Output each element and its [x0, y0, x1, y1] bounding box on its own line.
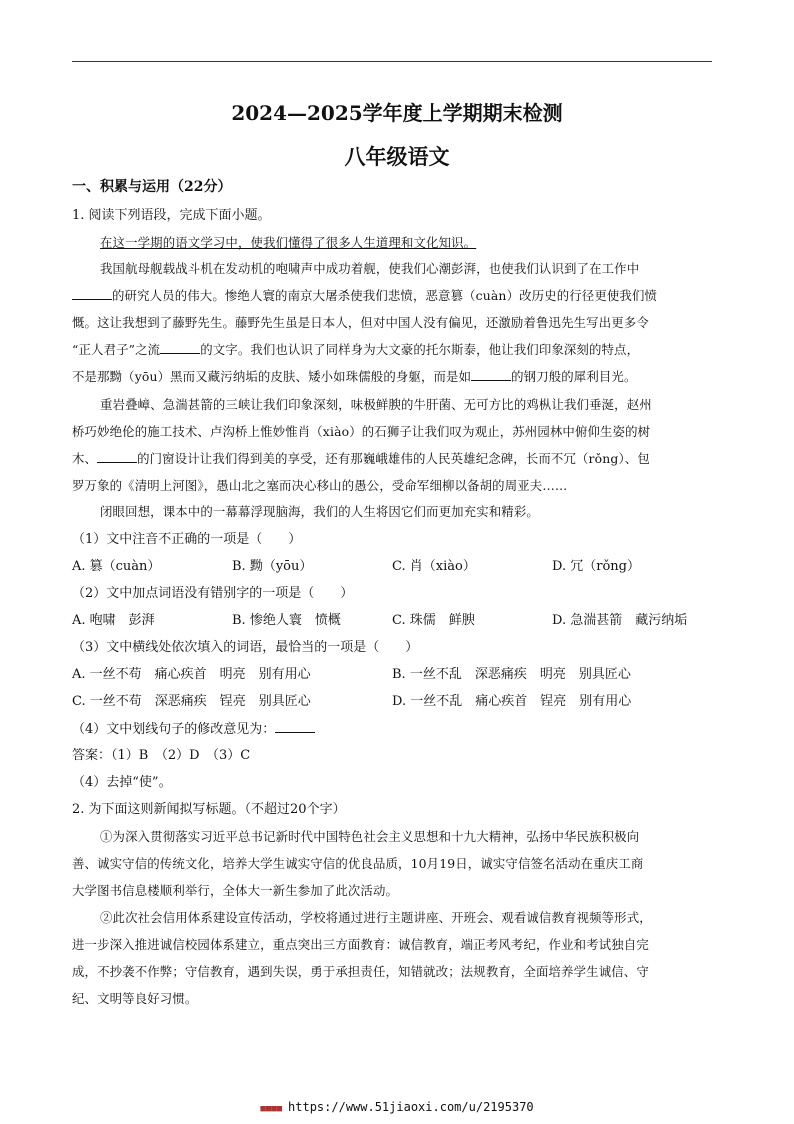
- option-d[interactable]: D. 急湍甚箭 藏污纳垢: [552, 613, 688, 628]
- sub-question-1: （1）文中注音不正确的一项是（ ）: [72, 532, 302, 547]
- news-line: 纪、文明等良好习惯。: [72, 991, 198, 1006]
- passage-line: 重岩叠嶂、急湍甚箭的三峡让我们印象深刻，味极鲜腴的牛肝菌、无可方比的鸡枞让我们垂涎，赵州: [100, 397, 652, 412]
- sub-question-3: （3）文中横线处依次填入的词语，最恰当的一项是（ ）: [72, 640, 419, 655]
- passage-line: 桥巧妙绝伦的施工技术、卢沟桥上惟妙惟肖（xiào）的石狮子让我们叹为观止，苏州园林中俯仰生姿的树: [72, 424, 651, 439]
- news-line: 善、诚实守信的传统文化，培养大学生诚实守信的优良品质，10月19日，诚实守信签名活动在重庆工商: [72, 856, 644, 871]
- option-b[interactable]: B. 一丝不乱 深恶痛疾 明亮 别具匠心: [392, 667, 631, 682]
- news-line: ①为深入贯彻落实习近平总书记新时代中国特色社会主义思想和十九大精神，弘扬中华民族积极向: [100, 829, 640, 844]
- option-a[interactable]: A. 一丝不苟 痛心疾首 明亮 别有用心: [72, 667, 311, 682]
- exam-subtitle: 八年级语文: [344, 144, 450, 169]
- question-1-stem: 1. 阅读下列语段，完成下面小题。: [72, 208, 271, 223]
- header-rule: [72, 61, 712, 62]
- option-b[interactable]: B. 黝（yōu）: [232, 559, 313, 574]
- fill-blank[interactable]: [97, 450, 137, 463]
- fill-blank[interactable]: [72, 287, 112, 300]
- section-heading: 一、积累与运用（22分）: [72, 179, 232, 195]
- page-footer: [0, 1100, 794, 1114]
- option-c[interactable]: C. 珠儒 鲜腴: [392, 613, 475, 628]
- news-line: 进一步深入推进诚信校园体系建立，重点突出三方面教育：诚信教育，端正考风考纪，作业和考试独自完: [72, 937, 649, 952]
- footer-url[interactable]: https://www.51jiaoxi.com/u/2195370: [288, 1100, 534, 1114]
- sub-question-4: （4）文中划线句子的修改意见为：: [72, 720, 315, 739]
- passage-line: 慨。这让我想到了藤野先生。藤野先生虽是日本人，但对中国人没有偏见，还激励着鲁迅先生写出更多令: [72, 315, 649, 330]
- option-c[interactable]: C. 肖（xiào）: [392, 559, 476, 574]
- answer-line: （4）去掉“使”。: [72, 775, 172, 790]
- sub-question-2: （2）文中加点词语没有错别字的一项是（ ）: [72, 586, 354, 601]
- footer-stamp: ■■■■: [260, 1104, 283, 1114]
- passage-line: 的研究人员的伟大。惨绝人寰的南京大屠杀使我们悲愤，恶意篡（cuàn）改历史的行径更使我们愤: [72, 287, 657, 305]
- fill-blank[interactable]: [275, 720, 315, 733]
- news-line: 大学图书信息楼顺利举行，全体大一新生参加了此次活动。: [72, 883, 399, 898]
- question-2-stem: 2. 为下面这则新闻拟写标题。（不超过20个字）: [72, 802, 346, 817]
- passage-line: “正人君子”之流 的文字。我们也认识了同样身为大文豪的托尔斯泰，他让我们印象深刻的特点，: [72, 342, 640, 357]
- option-a[interactable]: A. 篡（cuàn）: [72, 559, 161, 574]
- answer-line: 答案：（1）B （2）D （3）C: [72, 748, 251, 763]
- option-d[interactable]: D. 一丝不乱 痛心疾首 锃亮 别有用心: [392, 694, 632, 709]
- underlined-text: 在这一学期的语文学习中，使我们懂得了很多人生道理和文化知识。: [100, 235, 477, 250]
- option-a[interactable]: A. 咆啸 彭湃: [72, 613, 155, 628]
- fill-blank[interactable]: [160, 341, 200, 354]
- option-d[interactable]: D. 冗（rǒng）: [552, 559, 640, 574]
- passage-line: 我国航母舰载战斗机在发动机的咆啸声中成功着舰，使我们心潮彭湃，也使我们认识到了在工作中: [100, 261, 640, 276]
- passage-line: 罗万象的《清明上河图》，愚山北之塞而决心移山的愚公，受命军细柳以备胡的周亚夫……: [72, 478, 568, 493]
- news-line: ②此次社会信用体系建设宣传活动，学校将通过进行主题讲座、开班会、观看诚信教育视频等形式，: [100, 910, 652, 925]
- option-b[interactable]: B. 惨绝人寰 愤概: [232, 613, 341, 628]
- exam-title: 2024—2025学年度上学期期末检测: [231, 101, 563, 125]
- passage-underlined-sentence: [100, 234, 476, 252]
- passage-line: 不是那黝（yōu）黑而又藏污纳垢的皮肤、矮小如珠儒般的身躯，而是如 的钢刀般的犀利目光。: [72, 369, 637, 384]
- fill-blank[interactable]: [471, 368, 511, 381]
- passage-line: 木、 的门窗设计让我们得到美的享受，还有那巍峨雄伟的人民英雄纪念碑，长而不冗（rǒng）、包: [72, 451, 650, 466]
- news-line: 成，不抄袭不作弊；守信教育，遇到失误，勇于承担责任，知错就改；法规教育，全面培养学生诚信、守: [72, 964, 649, 979]
- passage-line: 闭眼回想，课本中的一幕幕浮现脑海，我们的人生将因它们而更加充实和精彩。: [100, 504, 539, 519]
- option-c[interactable]: C. 一丝不苟 深恶痛疾 锃亮 别具匠心: [72, 694, 311, 709]
